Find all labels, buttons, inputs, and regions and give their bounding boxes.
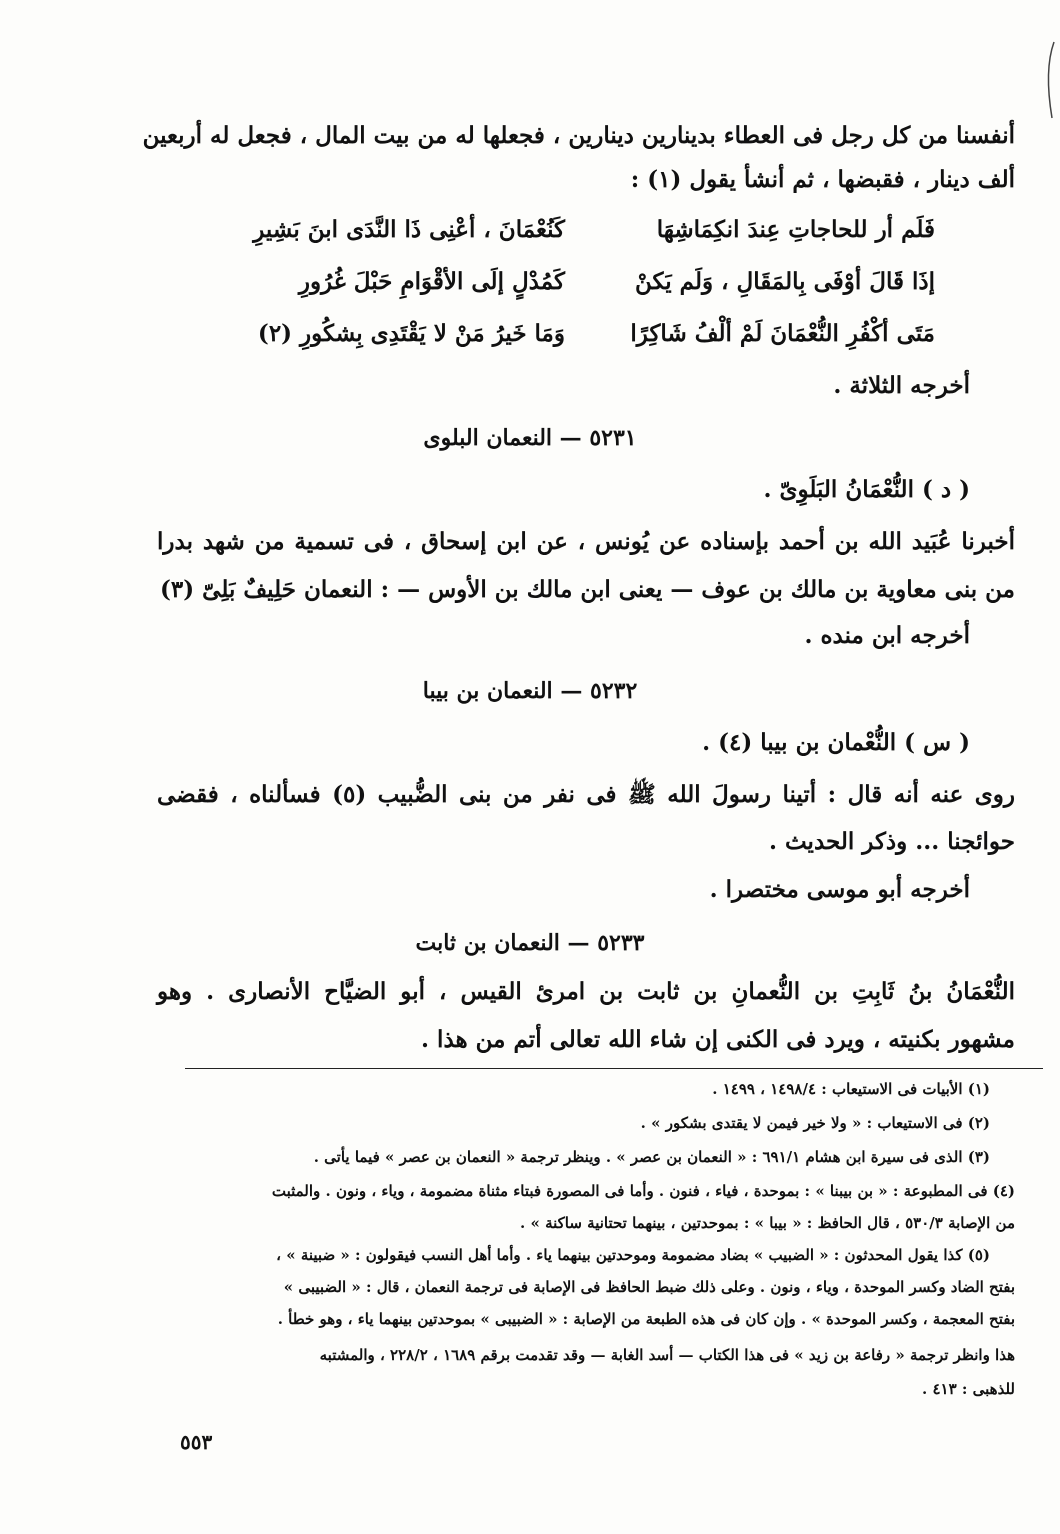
verse-3-first: مَتَى أكْفُرِ النُّعْمَانَ لَمْ ألْفُ شَاكِرًا bbox=[630, 320, 935, 347]
intro-end: أخرجه الثلاثة . bbox=[833, 372, 970, 399]
footnote-rule bbox=[185, 1068, 1043, 1069]
footnote-4-line-1: (٤) فى المطبوعة : « بن بيبنا » : بموحدة ، فياء ، فنون . وأما فى المصورة فبتاء مثناة مضمومة ، وياء ، ونون . والمثبت bbox=[271, 1182, 1015, 1200]
entry-5231-line-3: أخرجه ابن منده . bbox=[804, 622, 970, 649]
entry-5231-heading: ٥٢٣١ — النعمان البلوى bbox=[423, 425, 637, 451]
verse-3-second: وَمَا خَيرُ مَنْ لا يَقْتَدِى بِشكُورِ (٢) bbox=[257, 320, 565, 347]
verse-2-second: كَمُدْلٍ إلَى الأقْوَامِ حَبْلَ غُرُورِ bbox=[298, 268, 565, 295]
scan-edge-mark bbox=[1040, 40, 1058, 120]
entry-5233-heading: ٥٢٣٣ — النعمان بن ثابت bbox=[415, 930, 645, 956]
footnote-2: (٢) فى الاستيعاب : « ولا خير فيمن لا يقتدى بشكور » . bbox=[640, 1114, 990, 1132]
entry-5232-line-2: حوائجنا ... وذكر الحديث . bbox=[768, 828, 1015, 855]
entry-5231-line-1: أخبرنا عُبَيد الله بن أحمد بإسناده عن يُونس ، عن ابن إسحاق ، فى تسمية من شهد بدرا bbox=[157, 528, 1015, 555]
footnote-1: (١) الأبيات فى الاستيعاب : ١٤٩٨/٤ ، ١٤٩٩ . bbox=[712, 1080, 990, 1098]
verse-1-first: فَلَم أر للحاجاتِ عِندَ انكِمَاشِهَا bbox=[656, 216, 935, 243]
entry-5233-line-1: النُّعْمَانُ بنُ ثَابِتِ بن النُّعمانِ بن ثابت بن امرئ القيس ، أبو الضيَّاح الأنصارى . وهو bbox=[157, 978, 1015, 1005]
entry-5233-line-2: مشهور بكنيته ، ويرد فى الكنى إن شاء الله تعالى أتم من هذا . bbox=[421, 1026, 1015, 1053]
footnote-5-line-2: بفتح الضاد وكسر الموحدة ، وياء ، ونون . وعلى ذلك ضبط الحافظ فى الإصابة فى ترجمة النعمان ، قال : « الضبيبى » bbox=[283, 1278, 1015, 1296]
footnote-5-line-4: هذا وانظر ترجمة « رفاعة بن زيد » فى هذا الكتاب — أسد الغابة — وقد تقدمت برقم ١٦٨٩ ، ٢٢٨/٢ ، والمشتبه bbox=[319, 1346, 1015, 1364]
entry-5232-line-1: روى عنه أنه قال : أتينا رسولَ الله ﷺ فى نفر من بنى الضُّبيب (٥) فسألناه ، فقضى bbox=[157, 781, 1016, 808]
footnote-5-line-1: (٥) كذا يقول المحدثون : « الضبيب » بضاد مضمومة وموحدتين بينهما ياء . وأما أهل النسب فيقولون : « ضبينة » ، bbox=[276, 1246, 990, 1264]
entry-5231-name: ( د ) النُّعْمَانُ البَلَوِىّ . bbox=[763, 476, 970, 503]
footnote-5-line-3: بفتح المعجمة ، وكسر الموحدة » . وإن كان فى هذه الطبعة من الإصابة : « الضبيبى » بموحدتين بينهما ياء ، وهو خطأ . bbox=[277, 1310, 1015, 1328]
intro-line-2: ألف دينار ، فقبضها ، ثم أنشأ يقول (١) : bbox=[630, 166, 1015, 193]
verse-1-second: كَنُعْمَانَ ، أعْنِى ذَا النَّدَى ابنَ بَشِيرِ bbox=[253, 216, 565, 243]
page-number: ٥٥٣ bbox=[180, 1430, 213, 1454]
footnote-5-line-5: للذهبى : ٤١٣ . bbox=[922, 1380, 1015, 1398]
verse-2-first: إذَا قَالَ أوْفَى بِالمَقَالِ ، وَلَم يَكنْ bbox=[635, 268, 935, 295]
entry-5232-name: ( س ) النُّعْمان بن بيبا (٤) . bbox=[702, 729, 970, 756]
entry-5232-heading: ٥٢٣٢ — النعمان بن بيبا bbox=[422, 678, 638, 704]
entry-5231-line-2: من بنى معاوية بن مالك بن عوف — يعنى ابن مالك بن الأوس — : النعمان حَلِيفٌ بَلِىّ (٣) bbox=[160, 576, 1015, 603]
entry-5232-line-3: أخرجه أبو موسى مختصرا . bbox=[709, 876, 970, 903]
footnote-3: (٣) الذى فى سيرة ابن هشام ٦٩١/١ : « النعمان بن عصر » . وينظر ترجمة « النعمان بن عصر » فيما يأتى . bbox=[313, 1148, 990, 1166]
intro-line-1: أنفسنا من كل رجل فى العطاء بدينارين دينارين ، فجعلها له من بيت المال ، فجعل له أربعين bbox=[142, 122, 1015, 149]
footnote-4-line-2: من الإصابة ٥٣٠/٣ ، قال الحافظ : « بيبا » : بموحدتين ، بينهما تحتانية ساكنة » . bbox=[520, 1214, 1015, 1232]
